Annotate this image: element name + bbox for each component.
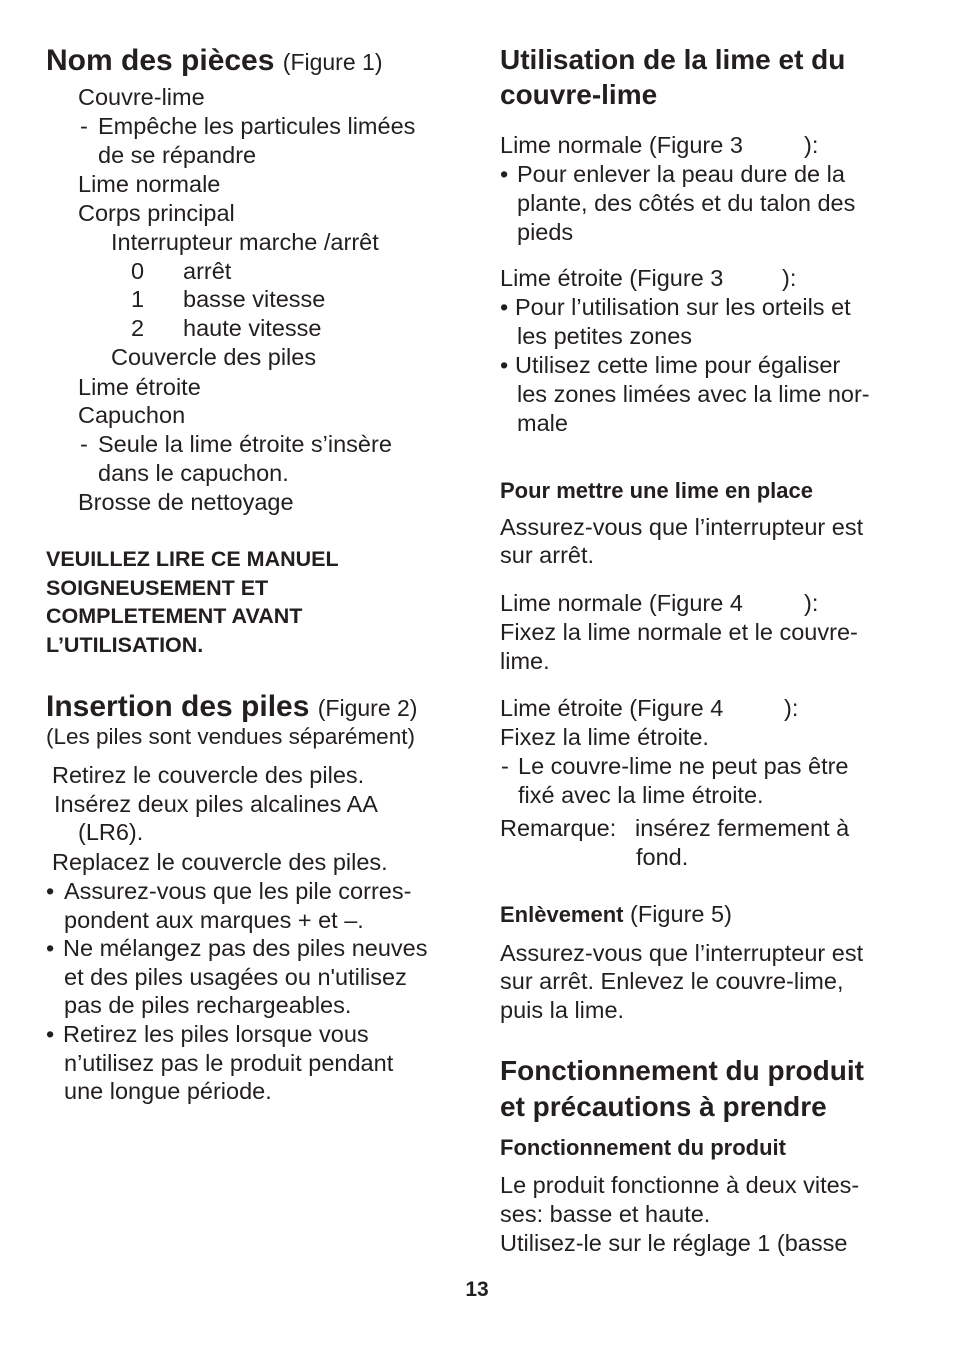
usage-narrow-text: male <box>517 410 568 436</box>
usage-narrow-text: Pour l’utilisation sur les orteils et <box>515 294 851 320</box>
dash-marker: - <box>501 753 509 779</box>
part-main-body: Corps principal <box>78 200 235 226</box>
operation-text: Le produit fonctionne à deux vites- <box>500 1172 860 1198</box>
battery-step: Insérez deux piles alcalines AA <box>54 791 378 817</box>
usage-normal-text: pieds <box>517 219 574 245</box>
dash-marker: - <box>80 431 88 457</box>
part-power-switch: Interrupteur marche /arrêt <box>111 229 379 255</box>
part-normal-file: Lime normale <box>78 171 221 197</box>
install-intro: sur arrêt. <box>500 542 595 568</box>
removal-text: puis la lime. <box>500 997 625 1023</box>
warning-line: SOIGNEUSEMENT ET <box>46 576 269 600</box>
part-narrow-file: Lime étroite <box>78 374 201 400</box>
parts-figure-ref: (Figure 1) <box>282 49 383 75</box>
install-normal-label-close: ): <box>804 590 819 616</box>
install-normal-text: lime. <box>500 648 550 674</box>
battery-step: Replacez le couvercle des piles. <box>52 849 388 875</box>
batteries-heading <box>46 690 417 725</box>
page-number: 13 <box>465 1278 489 1301</box>
usage-title-cont: couvre-lime <box>500 79 658 110</box>
battery-bullet-text: et des piles usagées ou n'utilisez <box>64 964 407 990</box>
install-title: Pour mettre une lime en place <box>500 478 813 503</box>
part-file-cover: Couvre-lime <box>78 84 205 110</box>
battery-bullet-text: une longue période. <box>64 1078 272 1104</box>
battery-step-cont: (LR6). <box>78 819 144 845</box>
bullet-marker: • <box>500 352 509 378</box>
battery-bullet-text: pondent aux marques + et –. <box>64 907 364 933</box>
parts-title: Nom des pièces <box>46 44 275 77</box>
install-narrow-text: Fixez la lime étroite. <box>500 724 709 750</box>
usage-narrow-text: les petites zones <box>517 323 693 349</box>
warning-line: VEUILLEZ LIRE CE MANUEL <box>46 547 339 571</box>
usage-narrow-text: Utilisez cette lime pour égaliser <box>515 352 841 378</box>
operation-title: Fonctionnement du produit <box>500 1055 864 1086</box>
install-normal-label: Lime normale (Figure 4 <box>500 590 743 616</box>
bullet-marker: • <box>46 935 55 961</box>
operation-subtitle: Fonctionnement du produit <box>500 1135 786 1160</box>
part-file-cover-note-cont: de se répandre <box>98 142 257 168</box>
batteries-note: (Les piles sont vendues séparément) <box>46 724 415 749</box>
install-narrow-label: Lime étroite (Figure 4 <box>500 695 724 721</box>
narrow-file-label-close: ): <box>782 265 797 291</box>
bullet-marker: • <box>500 161 509 187</box>
install-normal-text: Fixez la lime normale et le couvre- <box>500 619 858 645</box>
removal-figure-ref: (Figure 5) <box>630 901 732 927</box>
remark-text: fond. <box>636 844 689 870</box>
narrow-file-label: Lime étroite (Figure 3 <box>500 265 724 291</box>
remark-label: Remarque: <box>500 815 617 841</box>
bullet-marker: • <box>46 878 55 904</box>
install-dash-text: fixé avec la lime étroite. <box>518 782 764 808</box>
usage-normal-text: Pour enlever la peau dure de la <box>517 161 845 187</box>
warning-line: COMPLETEMENT AVANT <box>46 604 303 628</box>
usage-title: Utilisation de la lime et du <box>500 44 846 75</box>
normal-file-label: Lime normale (Figure 3 <box>500 132 743 158</box>
operation-title-cont: et précautions à prendre <box>500 1091 827 1122</box>
install-dash-text: Le couvre-lime ne peut pas être <box>518 753 849 779</box>
battery-bullet-text: Assurez-vous que les pile corres- <box>64 878 412 904</box>
usage-narrow-text: les zones limées avec la lime nor- <box>517 381 870 407</box>
battery-bullet-text: pas de piles rechargeables. <box>64 992 352 1018</box>
battery-bullet-text: Ne mélangez pas des piles neuves <box>63 935 428 961</box>
part-cap-note: Seule la lime étroite s’insère <box>98 431 392 457</box>
removal-text: sur arrêt. Enlevez le couvre-lime, <box>500 968 844 994</box>
removal-title: Enlèvement <box>500 902 624 927</box>
part-cleaning-brush: Brosse de nettoyage <box>78 489 294 515</box>
warning-line: L’UTILISATION. <box>46 633 204 657</box>
dash-marker: - <box>80 113 88 139</box>
install-narrow-label-close: ): <box>784 695 799 721</box>
switch-position-label: haute vitesse <box>183 315 322 341</box>
part-battery-cover: Couvercle des piles <box>111 344 317 370</box>
battery-bullet-text: n’utilisez pas le produit pendant <box>64 1050 394 1076</box>
batteries-title: Insertion des piles <box>46 690 310 723</box>
part-cap: Capuchon <box>78 402 186 428</box>
battery-bullet-text: Retirez les piles lorsque vous <box>63 1021 369 1047</box>
switch-position-number: 0 <box>131 258 145 284</box>
remark-text: insérez fermement à <box>635 815 850 841</box>
usage-normal-text: plante, des côtés et du talon des <box>517 190 856 216</box>
removal-heading <box>500 900 732 929</box>
bullet-marker: • <box>46 1021 55 1047</box>
switch-position-label: arrêt <box>183 258 232 284</box>
normal-file-label-close: ): <box>804 132 819 158</box>
parts-heading <box>46 44 382 79</box>
battery-step: Retirez le couvercle des piles. <box>52 762 365 788</box>
part-file-cover-note: Empêche les particules limées <box>98 113 416 139</box>
install-intro: Assurez-vous que l’interrupteur est <box>500 514 864 540</box>
switch-position-number: 1 <box>131 286 145 312</box>
operation-text: ses: basse et haute. <box>500 1201 711 1227</box>
switch-position-number: 2 <box>131 315 145 341</box>
switch-position-label: basse vitesse <box>183 286 326 312</box>
bullet-marker: • <box>500 294 509 320</box>
operation-text: Utilisez-le sur le réglage 1 (basse <box>500 1230 848 1256</box>
batteries-figure-ref: (Figure 2) <box>317 695 418 721</box>
removal-text: Assurez-vous que l’interrupteur est <box>500 940 864 966</box>
part-cap-note-cont: dans le capuchon. <box>98 460 289 486</box>
